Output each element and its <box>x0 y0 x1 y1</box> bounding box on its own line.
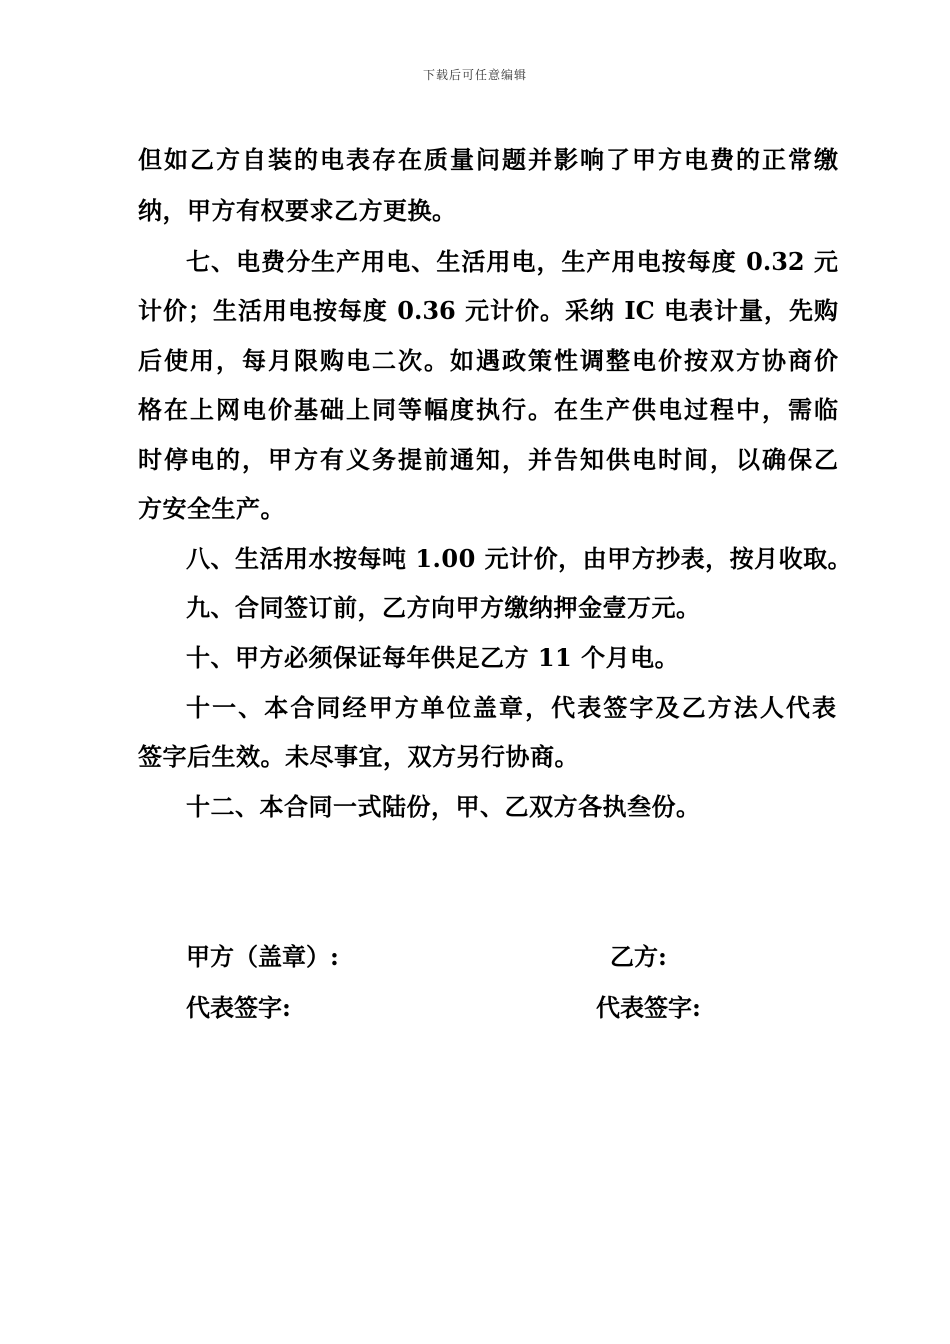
clause-7-line: 方安全生产。 <box>138 494 285 523</box>
party-a-representative-label: 代表签字: <box>186 993 291 1022</box>
clause-12: 十二、本合同一式陆份，甲、乙双方各执叁份。 <box>186 792 701 821</box>
paragraph-line: 纳，甲方有权要求乙方更换。 <box>138 196 457 225</box>
party-b-representative-label: 代表签字: <box>596 993 701 1022</box>
clause-7-line: 时停电的，甲方有义务提前通知，并告知供电时间，以确保乙 <box>138 445 838 474</box>
party-a-seal-label: 甲方（盖章）: <box>186 942 339 971</box>
clause-7-line: 格在上网电价基础上同等幅度执行。在生产供电过程中，需临 <box>138 395 838 424</box>
clause-8: 八、生活用水按每吨 1.00 元计价，由甲方抄表，按月收取。 <box>186 544 853 573</box>
paragraph-line: 但如乙方自装的电表存在质量问题并影响了甲方电费的正常缴 <box>138 145 838 174</box>
clause-11-line: 签字后生效。未尽事宜，双方另行协商。 <box>138 742 579 771</box>
clause-7-line: 计价；生活用电按每度 0.36 元计价。采纳 IC 电表计量，先购 <box>138 296 838 325</box>
clause-7-line: 后使用，每月限购电二次。如遇政策性调整电价按双方协商价 <box>138 346 838 375</box>
clause-9: 九、合同签订前，乙方向甲方缴纳押金壹万元。 <box>186 593 701 622</box>
page-header: 下载后可任意编辑 <box>422 68 527 82</box>
party-b-label: 乙方: <box>610 942 667 971</box>
clause-7-line: 七、电费分生产用电、生活用电，生产用电按每度 0.32 元 <box>186 247 838 276</box>
clause-10: 十、甲方必须保证每年供足乙方 11 个月电。 <box>186 643 680 672</box>
clause-11-line: 十一、本合同经甲方单位盖章，代表签字及乙方法人代表 <box>186 693 836 722</box>
